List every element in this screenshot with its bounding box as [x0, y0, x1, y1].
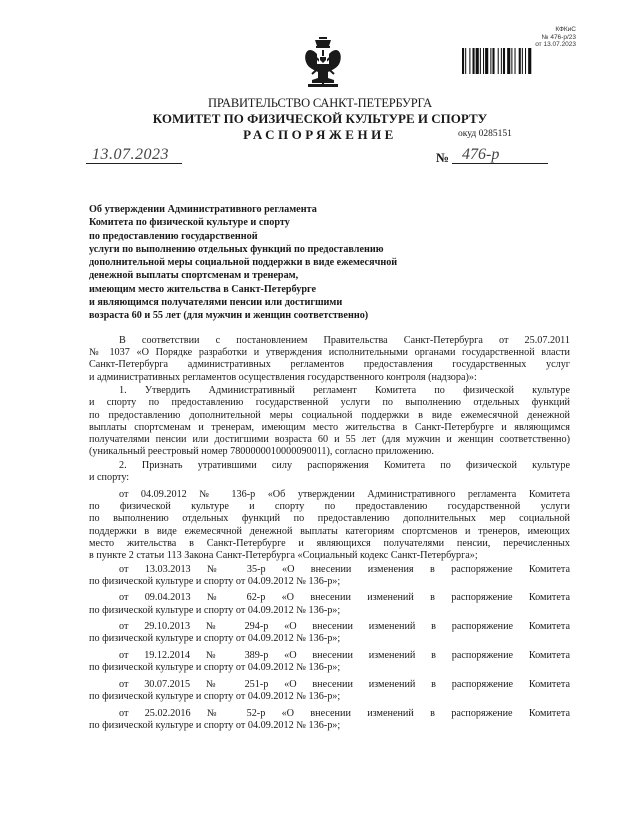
body-line: по физической культуре и спорту от 04.09.2012 № 136-р»; — [89, 662, 341, 674]
body-line: по физической культуре и спорту от 04.09.2012 № 136-р»; — [89, 575, 341, 587]
amendment-item — [89, 708, 570, 732]
body-line: выплаты спортсменам и тренерам, имеющим место жительства в Санкт-Петербурге и являющимся — [89, 421, 570, 433]
title-line: Комитета по физической культуре и спорту — [89, 217, 290, 229]
date-underline — [86, 163, 182, 164]
body-line: В соответствии с постановлением Правительства Санкт-Петербурга от 25.07.2011 — [119, 335, 570, 346]
title-line: денежной выплаты спортсменам и тренерам, — [89, 270, 299, 282]
item-1-paragraph — [89, 385, 570, 458]
barcode-bar — [511, 48, 512, 74]
body-line: по предоставлению дополнительной меры социальной поддержки в виде ежемесячной денежной — [89, 409, 570, 421]
title-line: дополнительной меры социальной поддержки в виде ежемесячной — [89, 257, 398, 269]
document-number: 476-р — [462, 146, 500, 163]
item-2-paragraph — [89, 460, 570, 484]
body-line: от 29.10.2013 № 294-р «О внесении изменений в распоряжение Комитета — [119, 621, 570, 633]
title-line: услуги по выполнению отдельных функций по предоставлению — [89, 243, 384, 255]
body-line: по физической культуре и спорту от 04.09.2012 № 136-р»; — [89, 690, 341, 702]
body-line: в пункте 2 статьи 113 Закона Санкт-Петербурга «Социальный кодекс Санкт-Петербурга»; — [89, 550, 478, 562]
body-line: (уникальный реестровый номер 7800000010000090011), согласно приложению. — [89, 446, 434, 458]
body-line: от 25.02.2016 № 52-р «О внесении изменений в распоряжение Комитета — [119, 707, 570, 719]
registration-line: от 13.07.2023 — [535, 41, 576, 48]
barcode-bar — [492, 48, 494, 74]
barcode-bar — [480, 48, 481, 74]
body-line: по физической культуре и спорту по предоставлению государственной услуги — [89, 501, 570, 513]
intro-paragraph — [89, 335, 570, 384]
amendment-item — [89, 621, 570, 645]
amendment-item — [89, 592, 570, 616]
body-line: и спорту: — [89, 471, 130, 483]
body-line: 1. Утвердить Административный регламент Комитета по физической культуре — [119, 385, 570, 397]
barcode-bar — [465, 48, 466, 74]
barcode-bar — [473, 48, 475, 74]
body-line: 2. Признать утратившими силу распоряжения Комитета по физической культуре — [119, 459, 570, 471]
barcode-bar — [528, 48, 531, 74]
number-underline — [452, 163, 548, 164]
registration-stamp — [456, 26, 576, 49]
government-heading: ПРАВИТЕЛЬСТВО САНКТ-ПЕТЕРБУРГА — [208, 96, 432, 110]
title-line: по предоставлению государственной — [89, 230, 258, 242]
body-line: от 09.04.2013 № 62-р «О внесении изменений в распоряжение Комитета — [119, 592, 570, 604]
barcode-bar — [519, 48, 521, 74]
coat-of-arms-emblem — [302, 36, 344, 90]
barcode-bar — [522, 48, 523, 74]
barcode-bar — [503, 48, 505, 74]
body-line: и административных регламентов осуществления государственного контроля (надзора)»: — [89, 371, 477, 383]
number-label: № — [436, 150, 450, 165]
repealed-decree-paragraph — [89, 489, 570, 562]
document-type-heading: РАСПОРЯЖЕНИЕ — [243, 127, 397, 142]
barcode-bar — [490, 48, 491, 74]
body-line: Санкт-Петербурга административных регламентов предоставления государственных услуг — [89, 359, 570, 371]
barcode — [462, 48, 570, 74]
body-line: по физической культуре и спорту от 04.09.2012 № 136-р»; — [89, 604, 341, 616]
registration-line: № 476-р/23 — [541, 33, 576, 41]
body-line: поддержки в виде ежемесячной денежной выплаты категориям спортсменов и тренеров, имеющих — [89, 525, 570, 537]
barcode-bar — [483, 48, 484, 74]
body-line: от 19.12.2014 № 389-р «О внесении изменений в распоряжение Комитета — [119, 649, 570, 661]
title-line: Об утверждении Административного регламента — [89, 204, 317, 215]
body-line: получателями пенсии или достигшими возраста 60 и 55 лет (для мужчин и женщин соответственно) — [89, 433, 570, 445]
barcode-bar — [498, 48, 499, 74]
amendment-item — [89, 679, 570, 703]
document-body — [89, 335, 570, 736]
body-line: от 04.09.2012 № 136-р «Об утверждении Административного регламента Комитета — [119, 489, 570, 501]
body-line: по физической культуре и спорту от 04.09.2012 № 136-р»; — [89, 633, 341, 645]
title-line: и являющимся получателями пенсии или достигшими — [89, 297, 343, 309]
body-line: по физической культуре и спорту от 04.09.2012 № 136-р»; — [89, 719, 341, 731]
body-line: и спорту по предоставлению государственной услуги по выполнению отдельных функций — [89, 397, 570, 409]
document-date: 13.07.2023 — [92, 146, 169, 163]
body-line: место жительства в Санкт-Петербурге и являющихся получателями пенсии, перечисленных — [89, 537, 570, 549]
barcode-bar — [507, 48, 510, 74]
title-line: возраста 60 и 55 лет (для мужчин и женщин соответственно) — [89, 310, 369, 322]
amendment-item — [89, 650, 570, 674]
barcode-bar — [469, 48, 470, 74]
barcode-bar — [476, 48, 479, 74]
okud-code: окуд 0285151 — [458, 129, 512, 139]
barcode-bar — [462, 48, 464, 74]
committee-heading: КОМИТЕТ ПО ФИЗИЧЕСКОЙ КУЛЬТУРЕ И СПОРТУ — [152, 111, 488, 126]
body-line: № 1037 «О Порядке разработки и утверждения исполнительными органами государственной власти — [89, 347, 570, 359]
body-line: по выполнению отдельных функций по предоставлению дополнительных мер социальной — [89, 513, 570, 525]
title-line: имеющим место жительства в Санкт-Петербурге — [89, 283, 316, 295]
registration-line: КФКиС — [555, 26, 576, 33]
body-line: от 30.07.2015 № 251-р «О внесении изменений в распоряжение Комитета — [119, 678, 570, 690]
amendment-item — [89, 564, 570, 588]
barcode-bar — [485, 48, 488, 74]
barcode-bar — [525, 48, 526, 74]
document-title — [89, 203, 449, 323]
barcode-bar — [501, 48, 502, 74]
body-line: от 13.03.2013 № 35-р «О внесении изменения в распоряжение Комитета — [119, 563, 570, 575]
barcode-bar — [515, 48, 516, 74]
